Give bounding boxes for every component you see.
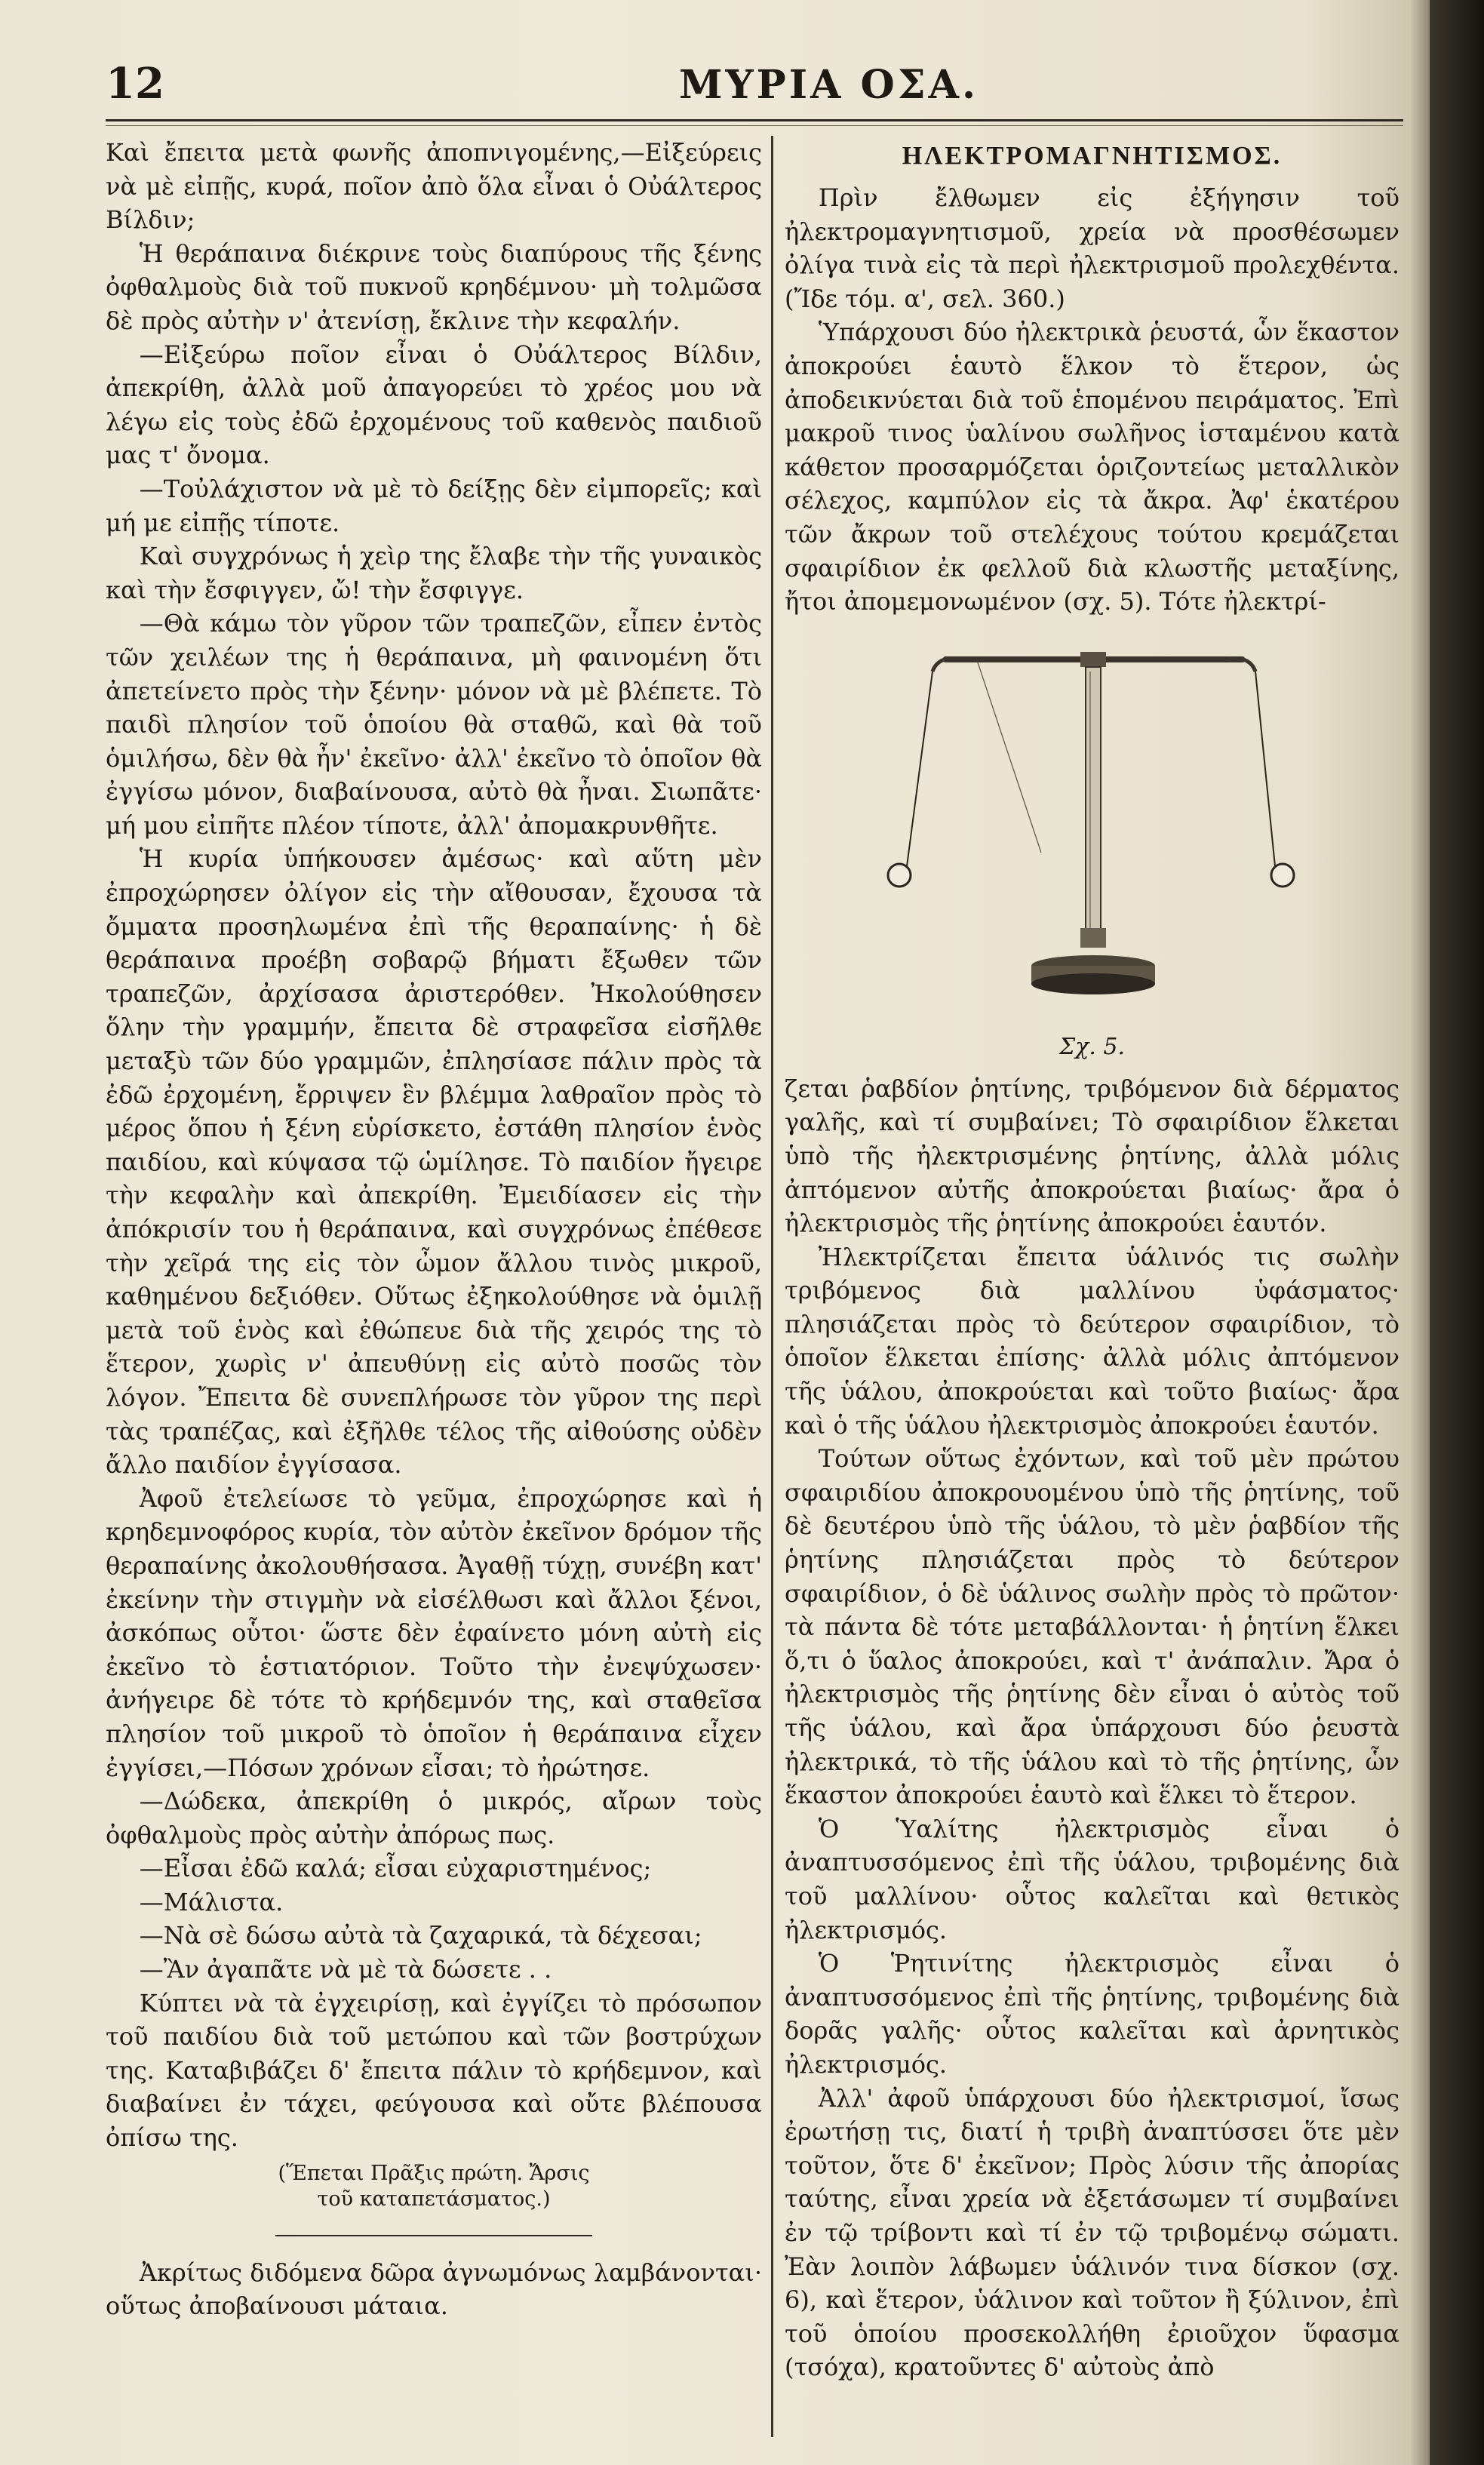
rod-end-left — [943, 656, 960, 662]
page-number: 12 — [106, 59, 164, 109]
article-paragraph: Τούτων οὕτως ἐχόντων, καὶ τοῦ μὲν πρώτου σφαιριδίου ἀποκρουομένου ὑπὸ τῆς ῥητίνης, τοῦ δὲ δευτέρου ὑπὸ τῆς ὑάλου, τὸ μὲν ῥαβδίον τῆς ῥητίνης πλησιάζεται πρὸς τὸ δεύτερον σφαιρίδιον, ὁ δὲ ὑάλινος σωλὴν πρὸς τὸ πρῶτον· τὰ πάντα δὲ τότε μεταβάλλονται· ἡ ῥητίνη ἕλκει ὅ,τι ὁ ὕαλος ἀποκρούει, καὶ τ' ἀνάπαλιν. Ἄρα ὁ ἠλεκτρισμὸς τῆς ῥητίνης δὲν εἶναι ὁ αὐτὸς τοῦ τῆς ὑάλου, καὶ ἄρα ὑπάρχουσι δύο ῥευστὰ ἠλεκτρικά, τὸ τῆς ὑάλου καὶ τὸ τῆς ῥητίνης, ὧν ἕκαστον ἀποκρούει ἑαυτὸ καὶ ἕλκει τὸ ἕτερον. — [785, 1444, 1400, 1810]
story-paragraph: —Μάλιστα. — [139, 1887, 284, 1916]
story-paragraph: Καὶ ἔπειτα μετὰ φωνῆς ἀποπνιγομένης,—Εἰξεύρεις νὰ μὲ εἰπῇς, κυρά, ποῖον ἀπὸ ὅλα εἶναι ὁ Οὐάλτερος Βίλδιν; — [106, 138, 762, 235]
rod-curve-left — [932, 659, 945, 672]
rod-clamp — [1080, 652, 1106, 667]
rod-end-right — [1228, 656, 1245, 662]
rod-curve-right — [1243, 659, 1255, 672]
glass-tube — [1086, 667, 1101, 939]
column-divider — [771, 136, 773, 2437]
electroscope-illustration — [785, 626, 1400, 1034]
story-paragraph: Ἡ κυρία ὑπήκουσεν ἀμέσως· καὶ αὕτη μὲν ἐπροχώρησεν ὀλίγον εἰς τὴν αἴθουσαν, ἔχουσα τὰ ὄμματα προσηλωμένα ἐπὶ τῆς θεραπαίνης· ἡ δὲ θεράπαινα προέβη σοβαρῷ βήματι ἔξωθεν τῶν τραπεζῶν, ἀρχίσασα ἀριστερόθεν. Ἠκολούθησεν ὅλην τὴν γραμμήν, ἔπειτα δὲ στραφεῖσα εἰσῆλθε μεταξὺ τῶν δύο γραμμῶν, ἐπλησίασε πάλιν πρὸς τὰ ἐδῶ ἐρχομένη, ἔρριψεν ἓν βλέμμα λαθραῖον πρὸς τὸ μέρος ὅπου ἡ ξένη εὑρίσκετο, ἐστάθη πλησίον ἑνὸς παιδίου, καὶ κύψασα τῷ ὡμίλησε. Τὸ παιδίον ἤγειρε τὴν κεφαλὴν καὶ ἀπεκρίθη. Ἐμειδίασεν εἰς τὴν ἀπόκρισίν του ἡ θεράπαινα, καὶ συγχρόνως ἐπέθεσε τὴν χεῖρά της εἰς τὸν ὦμον ἄλλου τινὸς μικροῦ, καθημένου δεξιόθεν. Οὕτως ἐξηκολούθησε νὰ ὁμιλῇ μετὰ τοῦ ἑνὸς καὶ ἐθώπευε διὰ τῆς χειρός της τὸ ἕτερον, χωρὶς ν' ἀπευθύνῃ εἰς αὐτὸ ποσῶς τὸν λόγον. Ἔπειτα δὲ συνεπλήρωσε τὸν γῦρον της περὶ τὰς τραπέζας, καὶ ἐξῆλθε τέλος τῆς αἰθούσης οὐδὲν ἄλλο παιδίον ἐγγίσασα. — [106, 844, 762, 1480]
continuation-note — [106, 2161, 762, 2212]
continuation-note-line-2: τοῦ καταπετάσματος.) — [317, 2187, 551, 2211]
story-paragraph: Καὶ συγχρόνως ἡ χεὶρ της ἔλαβε τὴν τῆς γυναικὸς καὶ τὴν ἔσφιγγεν, ὤ! τὴν ἔσφιγγε. — [106, 542, 762, 604]
story-paragraph: Ἡ θεράπαινα διέκρινε τοὺς διαπύρους τῆς ξένης ὀφθαλμοὺς διὰ τοῦ πυκνοῦ κρηδέμνου· μὴ τολμῶσα δὲ πρὸς αὐτὴν ν' ἀτενίσῃ, ἔκλινε τὴν κεφαλήν. — [106, 238, 762, 335]
scan-binding-edge — [1430, 0, 1484, 2465]
story-paragraph: Κύπτει νὰ τὰ ἐγχειρίσῃ, καὶ ἐγγίζει τὸ πρόσωπον τοῦ παιδίου διὰ τοῦ μετώπου καὶ τῶν βοστρύχων της. Καταβιβάζει δ' ἔπειτα πάλιν τὸ κρήδεμνον, καὶ διαβαίνει ἐν τάχει, φεύγουσα καὶ οὔτε βλέπουσα ὀπίσω της. — [106, 1988, 762, 2153]
base-bottom — [1031, 973, 1155, 994]
article-paragraph: Ἀλλ' ἀφοῦ ὑπάρχουσι δύο ἠλεκτρισμοί, ἴσως ἐρωτήσῃ τις, διατί ἡ τριβὴ ἀναπτύσσει ὅτε μὲν τοῦτον, ὅτε δ' ἐκεῖνον; Πρὸς λύσιν τῆς ἀπορίας ταύτης, εἶναι χρεία νὰ ἐξετάσωμεν τί συμβαίνει ἐν τῷ τρίβοντι καὶ τί ἐν τῷ τριβομένῳ σώματι. Ἐὰν λοιπὸν λάβωμεν ὑάλινόν τινα δίσκον (σχ. 6), καὶ ἕτερον, ὑάλινον καὶ τοῦτον ἢ ξύλινον, ἐπὶ τοῦ ὁποίου προσεκολλήθη ἐριοῦχον ὕφασμα (τσόχα), κρατοῦντες δ' αὐτοὺς ἀπὸ — [785, 2083, 1400, 2382]
story-paragraph: —Νὰ σὲ δώσω αὐτὰ τὰ ζαχαρικά, τὰ δέχεσαι; — [139, 1921, 702, 1950]
continuation-note-line-1: (Ἕπεται Πρᾶξις πρώτη. Ἄρσις — [278, 2161, 590, 2185]
story-paragraph: —Εἰξεύρω ποῖον εἶναι ὁ Οὐάλτερος Βίλδιν, ἀπεκρίθη, ἀλλὰ μοῦ ἀπαγορεύει τὸ χρέος μου νὰ λέγω εἰς τοὺς ἐδῶ ἐρχομένους τοῦ καθενὸς παιδιοῦ μας τ' ὄνομα. — [106, 340, 762, 470]
left-column — [106, 136, 762, 2323]
article-paragraph: Ἠλεκτρίζεται ἔπειτα ὑάλινός τις σωλὴν τριβόμενος διὰ μαλλίνου ὑφάσματος· πλησιάζεται πρὸς τὸ δεύτερον σφαιρίδιον, τὸ ὁποῖον ἕλκεται ἐπίσης· ἀλλὰ μόλις ἀπτόμενον τῆς ὑάλου, ἀποκρούεται καὶ τοῦτο βιαίως· ἄρα καὶ ὁ τῆς ὑάλου ἠλεκτρισμὸς ἀποκρούει ἑαυτόν. — [785, 1242, 1400, 1440]
story-paragraph: —Δώδεκα, ἀπεκρίθη ὁ μικρός, αἴρων τοὺς ὀφθαλμοὺς πρὸς αὐτὴν ἀπόρως πως. — [106, 1787, 762, 1849]
story-paragraph: —Ἂν ἀγαπᾶτε νὰ μὲ τὰ δώσετε . . — [139, 1955, 552, 1984]
article-paragraph: Ὁ Ῥητινίτης ἠλεκτρισμὸς εἶναι ὁ ἀναπτυσσόμενος ἐπὶ τῆς ῥητίνης, τριβομένης διὰ δορᾶς γαλῆς· οὗτος καλεῖται καὶ ἀρνητικὸς ἠλεκτρισμός. — [785, 1949, 1400, 2079]
article-paragraph: Ὑπάρχουσι δύο ἠλεκτρικὰ ῥευστά, ὧν ἕκαστον ἀποκρούει ἑαυτὸ ἕλκον τὸ ἕτερον, ὡς ἀποδεικνύεται διὰ τοῦ ἑπομένου πειράματος. Ἐπὶ μακροῦ τινος ὑαλίνου σωλῆνος ἱσταμένου κατὰ κάθετον προσαρμόζεται ὁριζοντείως μεταλλικὸν σέλεχος, καμπύλον εἰς τὰ ἄκρα. Ἀφ' ἑκατέρου τῶν ἄκρων τοῦ στελέχους τούτου κρεμάζεται σφαιρίδιον ἐκ φελλοῦ διὰ κλωστῆς μεταξίνης, ἤτοι ἀπομεμονωμένον (σχ. 5). Τότε ἠλεκτρί- — [785, 318, 1400, 616]
silk-thread-inner — [978, 662, 1041, 853]
header-rule — [106, 119, 1403, 121]
section-rule — [275, 2235, 592, 2236]
right-column — [785, 136, 1400, 2384]
maxim: Ἀκρίτως διδόμενα δῶρα ἀγνωμόνως λαμβάνονται· οὕτως ἀποβαίνουσι μάταια. — [106, 2258, 762, 2321]
cork-ball-left — [888, 864, 911, 887]
silk-thread-right — [1255, 672, 1275, 866]
article-paragraph: Ὁ Ὑαλίτης ἠλεκτρισμὸς εἶναι ὁ ἀναπτυσσόμενος ἐπὶ τῆς ὑάλου, τριβομένης διὰ τοῦ μαλλίνου· οὗτος καλεῖται καὶ θετικὸς ἠλεκτρισμός. — [785, 1814, 1400, 1944]
figure-5-electroscope — [785, 626, 1400, 1034]
story-paragraph: Ἀφοῦ ἐτελείωσε τὸ γεῦμα, ἐπροχώρησε καὶ ἡ κρηδεμνοφόρος κυρία, τὸν αὐτὸν ἐκεῖνον δρόμον τῆς θεραπαίνης ἀκολουθήσασα. Ἀγαθῇ τύχῃ, συνέβη κατ' ἐκείνην τὴν στιγμὴν νὰ εἰσέλθωσι καὶ ἄλλοι ξένοι, ἀσκόπως οὗτοι· ὥστε δὲν ἐφαίνετο μόνη αὐτὴ εἰς ἐκεῖνο τὸ ἑστιατόριον. Τοῦτο τὴν ἐνεψύχωσεν· ἀνήγειρε δὲ τότε τὸ κρήδεμνόν της, καὶ σταθεῖσα πλησίον τοῦ μικροῦ τὸ ὁποῖον ἡ θεράπαινα εἶχεν ἐγγίσει,—Πόσων χρόνων εἶσαι; τὸ ἠρώτησε. — [106, 1483, 762, 1782]
story-paragraph: —Τοὐλάχιστον νὰ μὲ τὸ δείξῃς δὲν εἰμπορεῖς; καὶ μή με εἰπῇς τίποτε. — [106, 474, 762, 537]
tube-collar — [1080, 928, 1106, 948]
cork-ball-right — [1271, 864, 1294, 887]
running-head: ΜΥΡΙΑ ΟΣΑ. — [679, 62, 979, 108]
story-paragraph: —Θὰ κάμω τὸν γῦρον τῶν τραπεζῶν, εἶπεν ἐντὸς τῶν χειλέων της ἡ θεράπαινα, μὴ φαινομένη ὅτι ἀπετείνετο πρὸς τὴν ξένην· μόνον νὰ μὲ βλέπετε. Τὸ παιδὶ πλησίον τοῦ ὁποίου θὰ σταθῶ, καὶ θὰ τοῦ ὁμιλήσω, δὲν θὰ ἦν' ἐκεῖνο· ἀλλ' ἐκεῖνο τὸ ὁποῖον θὰ ἐγγίσω μόνον, διαβαίνουσα, αὐτὸ θὰ ἦναι. Σιωπᾶτε· μή μου εἰπῆτε πλέον τίποτε, ἀλλ' ἀπομακρυνθῆτε. — [106, 609, 762, 840]
figure-caption: Σχ. 5. — [1058, 1033, 1126, 1060]
header-rule-thin — [106, 125, 1403, 126]
article-paragraph: Πρὶν ἔλθωμεν εἰς ἐξήγησιν τοῦ ἠλεκτρομαγνητισμοῦ, χρεία νὰ προσθέσωμεν ὀλίγα τινὰ εἰς τὰ περὶ ἠλεκτρισμοῦ προλεχθέντα. (Ἴδε τόμ. α', σελ. 360.) — [785, 183, 1400, 313]
article-paragraph: ζεται ῥαβδίον ῥητίνης, τριβόμενον διὰ δέρματος γαλῆς, καὶ τί συμβαίνει; Τὸ σφαιρίδιον ἕλκεται ὑπὸ τῆς ἠλεκτρισμένης ῥητίνης, ἀλλὰ μόλις ἀπτόμενον αὐτῆς ἀποκρούεται βιαίως· ἄρα ὁ ἠλεκτρισμὸς τῆς ῥητίνης ἀποκρούει ἑαυτόν. — [785, 1074, 1400, 1238]
story-paragraph: —Εἶσαι ἐδῶ καλά; εἶσαι εὐχαριστημένος; — [139, 1854, 652, 1883]
silk-thread-left — [907, 672, 932, 866]
section-title: ΗΛΕΚΤΡΟΜΑΓΝΗΤΙΣΜΟΣ. — [902, 142, 1283, 170]
page-header — [106, 53, 1388, 113]
